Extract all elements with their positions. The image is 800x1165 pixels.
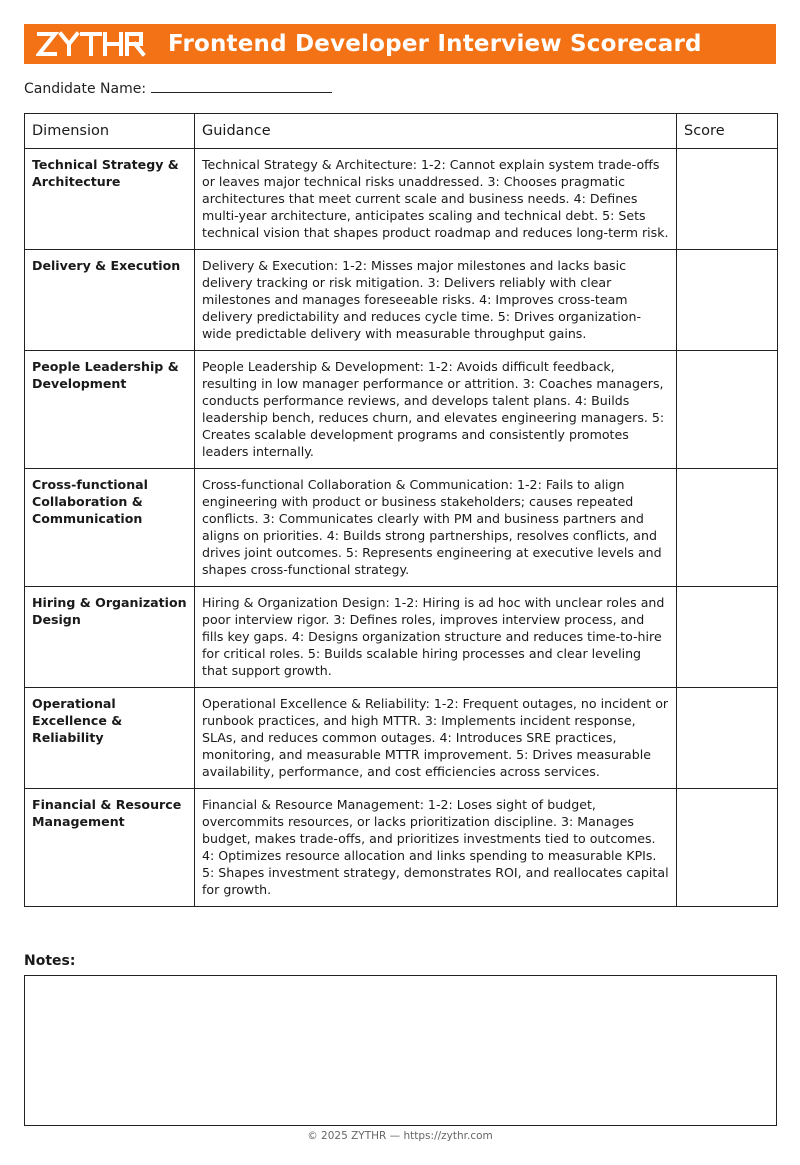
guidance-cell: People Leadership & Development: 1-2: Avoids difficult feedback, resulting in low manager performance or attrition. 3: Coaches managers, conducts performance reviews, and develops talent plans. 4: Builds leadership bench, reduces churn, and elevates engineering managers. 5: Creates scalable development programs and consistently promotes leaders internally.	[195, 351, 677, 469]
zythr-logo	[36, 30, 148, 58]
notes-label: Notes:	[24, 953, 76, 969]
guidance-cell: Technical Strategy & Architecture: 1-2: Cannot explain system trade-offs or leaves major technical risks unaddressed. 3: Chooses pragmatic architectures that meet current scale and business needs. 4: Defines multi-year architecture, anticipates scaling and technical debt. 5: Sets technical vision that shapes product roadmap and reduces long-term risk.	[195, 149, 677, 250]
column-header-score: Score	[677, 114, 778, 149]
guidance-cell: Hiring & Organization Design: 1-2: Hiring is ad hoc with unclear roles and poor interview rigor. 3: Defines roles, improves interview process, and fills key gaps. 4: Designs organization structure and reduces time-to-hire for critical roles. 5: Builds scalable hiring processes and clear leveling that support growth.	[195, 587, 677, 688]
guidance-cell: Financial & Resource Management: 1-2: Loses sight of budget, overcommits resources, or lacks prioritization discipline. 3: Manages budget, makes trade-offs, and prioritizes investments tied to outcomes. 4: Optimizes resource allocation and links spending to measurable KPIs. 5: Shapes investment strategy, demonstrates ROI, and reallocates capital for growth.	[195, 789, 677, 907]
table-row	[25, 250, 778, 351]
column-header-dimension: Dimension	[25, 114, 195, 149]
table-row	[25, 688, 778, 789]
score-cell[interactable]	[677, 149, 778, 250]
page-title: Frontend Developer Interview Scorecard	[168, 31, 702, 57]
notes-box[interactable]	[24, 975, 777, 1126]
table-row	[25, 587, 778, 688]
table-row	[25, 149, 778, 250]
scorecard-table	[24, 113, 778, 907]
score-cell[interactable]	[677, 250, 778, 351]
column-header-guidance: Guidance	[195, 114, 677, 149]
score-cell[interactable]	[677, 587, 778, 688]
score-cell[interactable]	[677, 688, 778, 789]
header-banner	[24, 24, 776, 64]
zythr-logo-mark	[36, 30, 148, 58]
candidate-name-label: Candidate Name:	[24, 81, 147, 97]
guidance-cell: Operational Excellence & Reliability: 1-2: Frequent outages, no incident or runbook practices, and high MTTR. 3: Implements incident response, SLAs, and reduces common outages. 4: Introduces SRE practices, monitoring, and measurable MTTR improvement. 5: Drives measurable availability, performance, and cost efficiencies across services.	[195, 688, 677, 789]
score-cell[interactable]	[677, 351, 778, 469]
table-row	[25, 469, 778, 587]
dimension-cell: Cross-functional Collaboration & Communication	[25, 469, 195, 587]
dimension-cell: People Leadership & Development	[25, 351, 195, 469]
table-row	[25, 789, 778, 907]
dimension-cell: Financial & Resource Management	[25, 789, 195, 907]
score-cell[interactable]	[677, 469, 778, 587]
dimension-cell: Operational Excellence & Reliability	[25, 688, 195, 789]
candidate-name-field[interactable]	[151, 78, 332, 93]
score-cell[interactable]	[677, 789, 778, 907]
guidance-cell: Delivery & Execution: 1-2: Misses major milestones and lacks basic delivery tracking or risk mitigation. 3: Delivers reliably with clear milestones and manages foreseeable risks. 4: Improves cross-team delivery predictability and reduces cycle time. 5: Drives organization-wide predictable delivery with measurable throughput gains.	[195, 250, 677, 351]
dimension-cell: Hiring & Organization Design	[25, 587, 195, 688]
table-row	[25, 351, 778, 469]
dimension-cell: Delivery & Execution	[25, 250, 195, 351]
table-header-row	[25, 114, 778, 149]
guidance-cell: Cross-functional Collaboration & Communication: 1-2: Fails to align engineering with product or business stakeholders; causes repeated conflicts. 3: Communicates clearly with PM and business partners and aligns on priorities. 4: Builds strong partnerships, resolves conflicts, and drives joint outcomes. 5: Represents engineering at executive levels and shapes cross-functional strategy.	[195, 469, 677, 587]
footer-text: © 2025 ZYTHR — https://zythr.com	[307, 1130, 493, 1142]
candidate-name-row	[24, 78, 332, 97]
dimension-cell: Technical Strategy & Architecture	[25, 149, 195, 250]
